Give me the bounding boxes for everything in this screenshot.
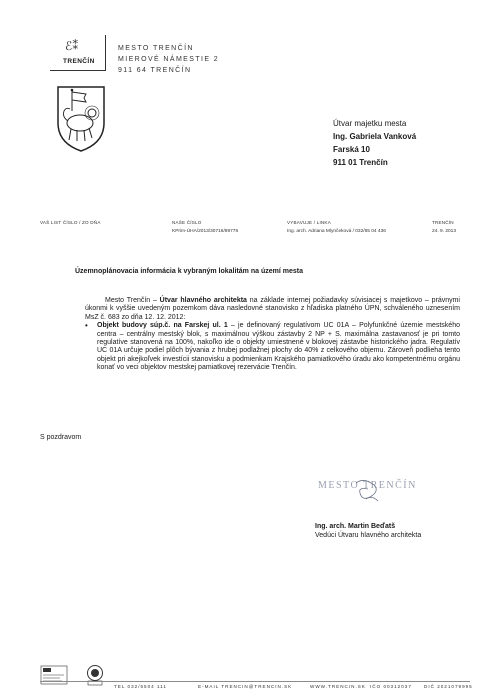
handled-by-value: Ing. arch. Adriana Mlynčeková / 032/65 04 436 bbox=[287, 229, 386, 234]
organization-address bbox=[118, 43, 219, 76]
intro-paragraph bbox=[85, 297, 460, 322]
official-stamp bbox=[314, 475, 434, 507]
footer-dic: DIČ 2021079995 bbox=[424, 684, 473, 689]
signatory-title: Vedúci Útvaru hlavného architekta bbox=[315, 532, 422, 539]
footer-email: E-MAIL TRENCIN@TRENCIN.SK bbox=[198, 684, 293, 689]
footer-ico: IČO 00312037 bbox=[370, 684, 412, 689]
place-label: TRENČÍN bbox=[432, 220, 454, 225]
footer-web: WWW.TRENCIN.SK bbox=[310, 684, 366, 689]
signatory-name: Ing. arch. Martin Beďatš bbox=[315, 523, 396, 530]
certification-logo-icon bbox=[40, 665, 68, 685]
letter-body bbox=[85, 297, 460, 373]
list-item bbox=[85, 322, 460, 372]
intro-department: Útvar hlavného architekta bbox=[159, 297, 247, 304]
our-ref-value: KPrim-ÚHA/2013/30716/89776 bbox=[172, 229, 239, 234]
organization-street: MIEROVÉ NÁMESTIE 2 bbox=[118, 56, 220, 63]
signature-block bbox=[315, 522, 421, 540]
item-text: – je definovaný regulatívom UC 01A – Polyfunkčné územie mestského centra – centrálny mestský blok, s maximálnou výškou zástavby 2 NP + S. maximálna zastavanosť je pri tomto regulatíve stanovená na 100%, nakoľko ide o objekty umiestnené v blokovej zástavbe historického jadra. Regulatív UC 01A určuje podiel plôch bývania z hrubej podlažnej plochy do 40% z celkového objemu. Zároveň podlieha tento objekt pri akejkoľvek investícii stanovisku a podmienkam Krajského pamiatkového úradu ako kompetentnému orgánu konať vo veci objektov mestskej pamiatkovej rezervácie Trenčín. bbox=[97, 322, 460, 372]
recipient-street: Farská 10 bbox=[333, 145, 370, 154]
intro-text-rest: na základe internej požiadavky súvisiacej s majetkovo – právnymi úkonmi k vyššie uvedeným pozemkom dáva nasledovné stanovisko z hľadiska platného ÚPN, schváleného uznesením MsZ č. 683 zo dňa 12. 12. 2012: bbox=[85, 297, 460, 321]
quality-seal-icon bbox=[86, 664, 104, 686]
letter-date: 24. 9. 2013 bbox=[432, 229, 457, 234]
footer-divider bbox=[40, 681, 470, 682]
recipient-department: Útvar majetku mesta bbox=[333, 119, 407, 128]
recipient-city: 911 01 Trenčín bbox=[333, 158, 388, 167]
item-title: Objekt budovy súp.č. na Farskej ul. 1 bbox=[97, 322, 228, 330]
letter-subject: Územnoplánovacia informácia k vybraným lokalitám na území mesta bbox=[75, 268, 303, 275]
our-ref-label: NAŠE ČÍSLO bbox=[172, 220, 202, 225]
handled-by-label: VYBAVUJE / LINKA bbox=[287, 220, 331, 225]
city-logo-icon: ℰ⁑ bbox=[65, 39, 79, 53]
your-ref-label: VAŠ LIST ČÍSLO / ZO DŇA bbox=[40, 220, 101, 225]
greeting: S pozdravom bbox=[40, 434, 82, 441]
stamp-text: MESTO TRENČÍN bbox=[318, 480, 417, 491]
logo-wordmark: TRENČÍN bbox=[63, 58, 95, 65]
intro-text-start: Mesto Trenčín – bbox=[105, 297, 160, 304]
organization-city: 911 64 TRENČÍN bbox=[118, 67, 192, 74]
footer-phone: TEL 032/6504 111 bbox=[114, 684, 167, 689]
recipient-address bbox=[333, 117, 416, 169]
organization-name: MESTO TRENČÍN bbox=[118, 45, 194, 52]
recipient-person: Ing. Gabriela Vanková bbox=[333, 132, 417, 141]
bullet-icon: • bbox=[85, 321, 88, 331]
coat-of-arms-icon bbox=[56, 85, 106, 153]
